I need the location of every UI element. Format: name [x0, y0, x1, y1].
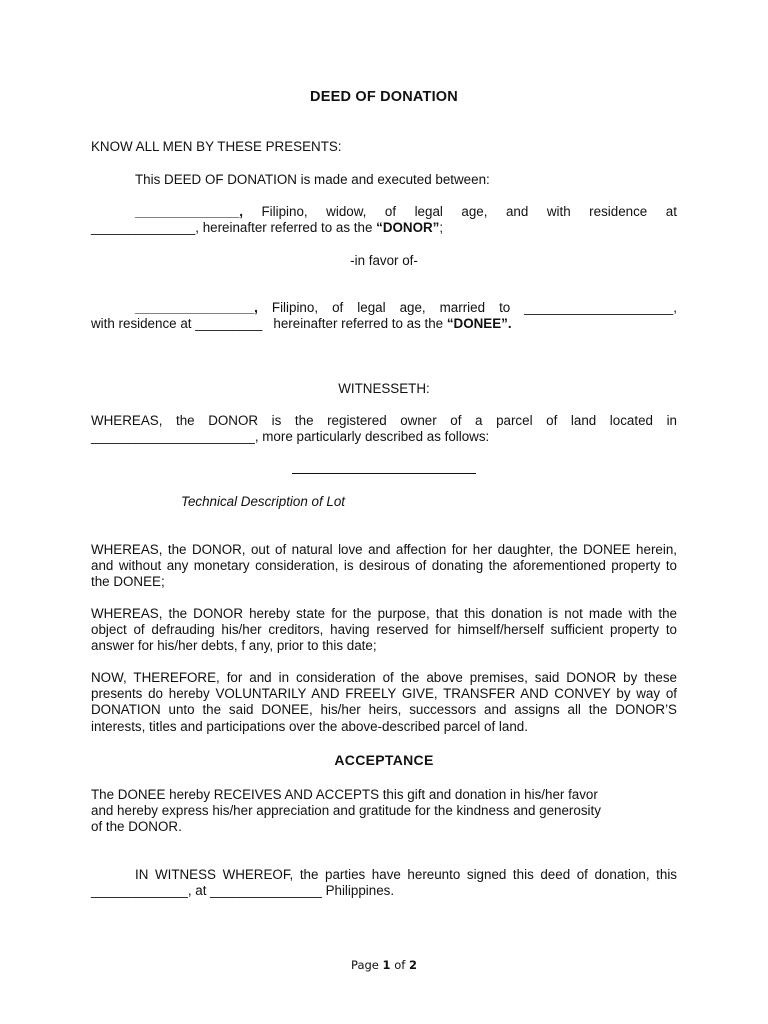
- donor-word: with: [546, 204, 571, 219]
- page-total: 2: [408, 958, 417, 972]
- donee-line-2: [91, 316, 512, 332]
- acceptance-heading: ACCEPTANCE: [334, 752, 434, 768]
- witnesseth-heading: WITNESSETH:: [338, 381, 430, 396]
- donee-line-2-text: with residence at _________ hereinafter referred to as the: [91, 316, 447, 331]
- donee-word: ____________________,: [524, 300, 677, 315]
- donee-line-1: [135, 300, 677, 316]
- intro-line: KNOW ALL MEN BY THESE PRESENTS:: [91, 139, 342, 154]
- in-witness-paragraph: IN WITNESS WHEREOF, the parties have hereunto signed this deed of donation, this _____________, at _______________ Philippines.: [91, 867, 677, 899]
- donor-word: Filipino,: [261, 204, 308, 219]
- donor-word: of: [384, 204, 397, 219]
- now-therefore-paragraph: NOW, THEREFORE, for and in consideration of the above premises, said DONOR by these presents do hereby VOLUNTARILY AND FREELY GIVE, TRANSFER AND CONVEY by way of DONATION unto the said DONEE, his/her heirs, successors and assigns all the DONOR’S interests, titles and participations over the above-described parcel of land.: [91, 670, 677, 734]
- page-word: Page: [351, 958, 379, 972]
- donor-name-blank: ______________,: [135, 204, 243, 219]
- donee-name-blank: ________________,: [135, 300, 258, 315]
- donor-line-1: [135, 204, 677, 220]
- whereas-paragraph-2: WHEREAS, the DONOR, out of natural love and affection for her daughter, the DONEE herein, and without any monetary consideration, is desirous of donating the aforementioned property to the DONEE;: [91, 542, 677, 590]
- donee-word: legal: [357, 300, 386, 315]
- made-between-line: This DEED OF DONATION is made and executed between:: [135, 172, 490, 187]
- donee-word: age,: [399, 300, 426, 315]
- donor-word: age,: [461, 204, 488, 219]
- page-current: 1: [382, 958, 391, 972]
- page-footer: [0, 958, 768, 972]
- technical-description-label: Technical Description of Lot: [181, 494, 346, 509]
- donor-word: residence: [589, 204, 648, 219]
- donee-word: to: [499, 300, 511, 315]
- whereas-paragraph-3: WHEREAS, the DONOR hereby state for the purpose, that this donation is not made with the object of defrauding his/her creditors, having reserved for himself/herself sufficient property to answer for his/her debts, f any, prior to this date;: [91, 606, 677, 654]
- donor-word: widow,: [326, 204, 367, 219]
- donor-line-2: [91, 220, 443, 236]
- donor-word: at: [665, 204, 677, 219]
- acceptance-line: of the DONOR.: [91, 819, 182, 834]
- donee-label: “DONEE”.: [446, 316, 512, 331]
- donee-word: married: [439, 300, 486, 315]
- in-favor-of: -in favor of-: [350, 253, 418, 268]
- donee-word: Filipino,: [271, 300, 319, 315]
- of-word: of: [394, 958, 406, 972]
- donee-word: of: [332, 300, 344, 315]
- donor-word: legal: [414, 204, 443, 219]
- acceptance-line: and hereby express his/her appreciation and gratitude for the kindness and generosity: [91, 803, 601, 818]
- donor-label: “DONOR”: [376, 220, 440, 235]
- acceptance-line: The DONEE hereby RECEIVES AND ACCEPTS this gift and donation in his/her favor: [91, 787, 598, 802]
- donor-line-2-text: ______________, hereinafter referred to as the: [91, 220, 377, 235]
- donor-line-2-end: ;: [439, 220, 444, 235]
- document-title: DEED OF DONATION: [310, 89, 458, 105]
- lot-description-rule: [292, 473, 476, 474]
- donor-word: and: [505, 204, 529, 219]
- whereas-paragraph-1: WHEREAS, the DONOR is the registered owner of a parcel of land located in ______________________, more particularly described as follows:: [91, 413, 677, 445]
